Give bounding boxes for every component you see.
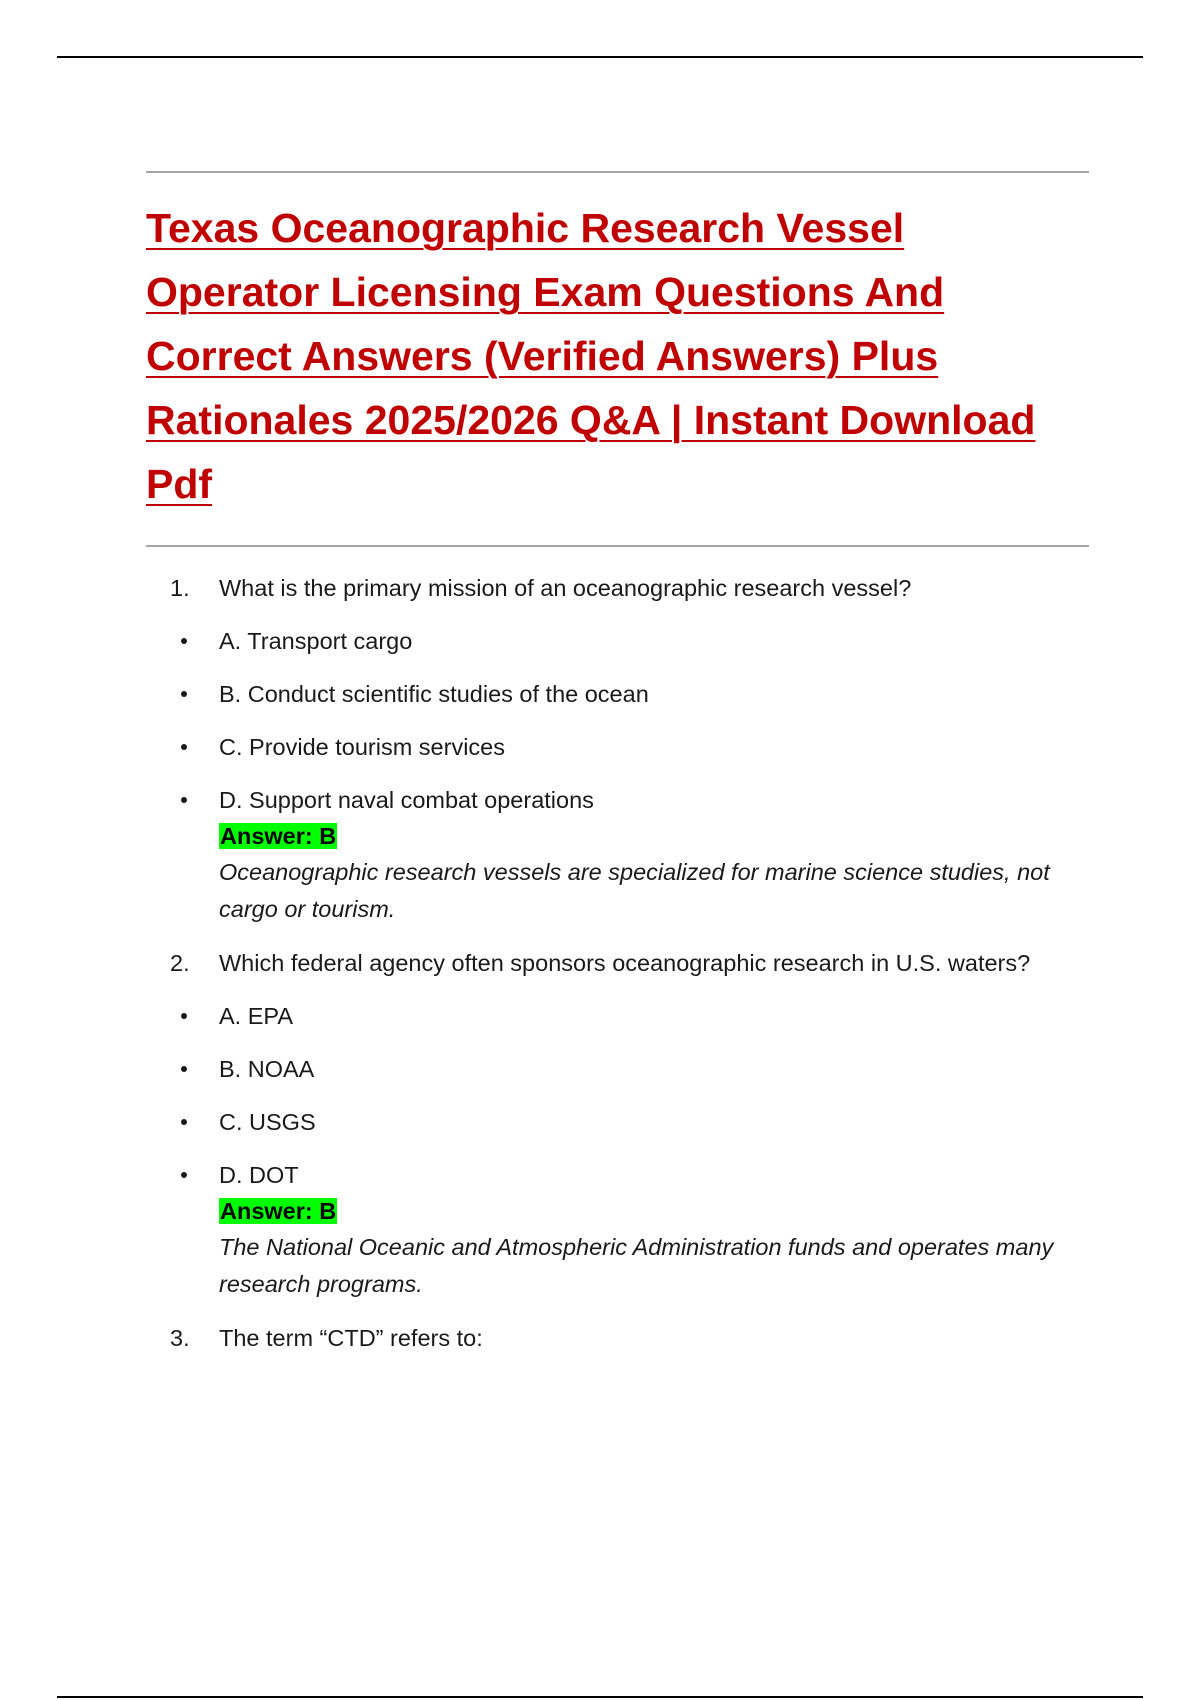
answer-block [170, 818, 1090, 928]
question-list [170, 570, 1090, 1373]
option-text: D. Support naval combat operations [219, 787, 594, 813]
rationale-text: The National Oceanic and Atmospheric Administration funds and operates many research programs. [219, 1234, 1054, 1297]
option-text: C. USGS [219, 1109, 316, 1135]
option-text: B. Conduct scientific studies of the ocean [219, 681, 649, 707]
bullet-icon [181, 1119, 187, 1125]
option-item [170, 998, 1090, 1034]
bullet-icon [181, 797, 187, 803]
question-1 [170, 570, 1090, 606]
option-item [170, 729, 1090, 765]
question-3 [170, 1320, 1090, 1356]
option-text: A. EPA [219, 1003, 294, 1029]
question-text: The term “CTD” refers to: [219, 1325, 483, 1351]
question-number: 3. [170, 1325, 190, 1351]
question-text: Which federal agency often sponsors oceanographic research in U.S. waters? [219, 950, 1031, 976]
page-header-rule [57, 56, 1143, 58]
question-number: 1. [170, 575, 190, 601]
bullet-icon [181, 744, 187, 750]
bullet-icon [181, 691, 187, 697]
bullet-icon [181, 1066, 187, 1072]
title-bottom-rule [146, 545, 1089, 547]
title-top-rule [146, 171, 1089, 173]
document-title: Texas Oceanographic Research Vessel Operator Licensing Exam Questions And Correct Answers (Verified Answers) Plus Rationales 2025/2026 Q&A | Instant Download Pdf [146, 205, 1036, 507]
option-item [170, 623, 1090, 659]
answer-block [170, 1193, 1090, 1303]
option-text: B. NOAA [219, 1056, 315, 1082]
option-item [170, 782, 1090, 818]
question-text: What is the primary mission of an oceanographic research vessel? [219, 575, 912, 601]
bullet-icon [181, 638, 187, 644]
question-number: 2. [170, 950, 190, 976]
option-item [170, 1157, 1090, 1193]
page-footer-rule [57, 1696, 1143, 1698]
option-item [170, 676, 1090, 712]
option-text: D. DOT [219, 1162, 299, 1188]
answer-label: Answer: B [220, 1198, 337, 1224]
question-2 [170, 945, 1090, 981]
option-text: C. Provide tourism services [219, 734, 505, 760]
answer-label: Answer: B [220, 823, 337, 849]
option-item [170, 1104, 1090, 1140]
option-item [170, 1051, 1090, 1087]
bullet-icon [181, 1013, 187, 1019]
rationale-text: Oceanographic research vessels are specialized for marine science studies, not cargo or tourism. [219, 859, 1050, 922]
bullet-icon [181, 1172, 187, 1178]
option-text: A. Transport cargo [219, 628, 413, 654]
